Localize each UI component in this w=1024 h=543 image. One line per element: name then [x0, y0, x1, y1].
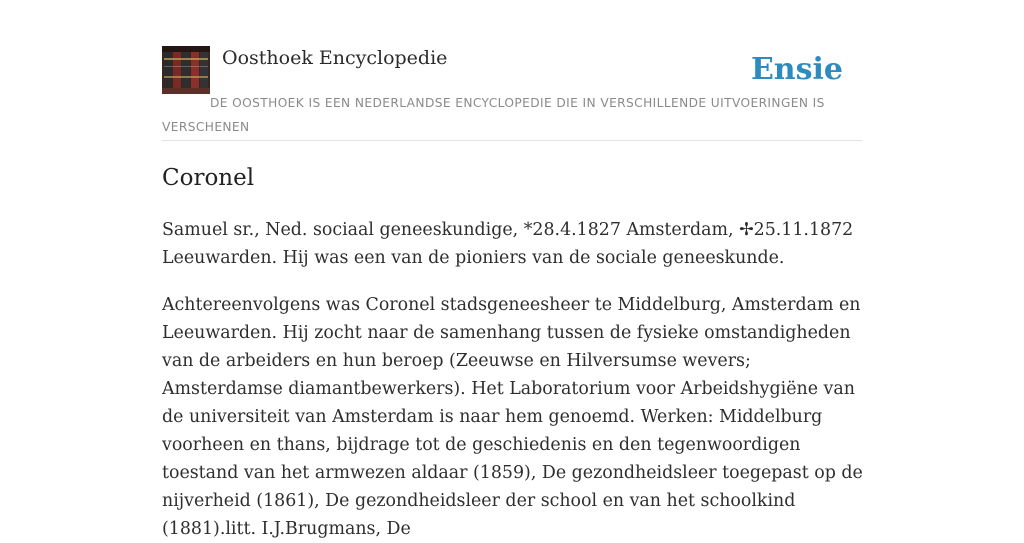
article	[162, 162, 872, 543]
site-tagline: DE OOSTHOEK IS EEN NEDERLANDSE ENCYCLOPEDIE DIE IN VERSCHILLENDE UITVOERINGEN IS VERSCHENEN	[162, 96, 825, 134]
books-image	[162, 46, 210, 94]
article-title: Coronel	[162, 165, 255, 191]
encyclopedia-books-avatar[interactable]	[162, 46, 210, 94]
site-header	[162, 46, 862, 141]
brand-logo-text[interactable]: Ensie	[750, 52, 843, 87]
article-paragraph: Samuel sr., Ned. sociaal geneeskundige, *28.4.1827 Amsterdam, ✢25.11.1872 Leeuwarden. Hij was een van de pioniers van de sociale geneeskunde.	[162, 220, 854, 268]
site-title[interactable]: Oosthoek Encyclopedie	[222, 47, 448, 69]
article-paragraph: Achtereenvolgens was Coronel stadsgeneesheer te Middelburg, Amsterdam en Leeuwarden. Hij zocht naar de samenhang tussen de fysieke omstandigheden van de arbeiders en hun beroep (Zeeuwse en Hilversumse wevers; Amsterdamse diamantbewerkers). Het Laboratorium voor Arbeidshygiëne van de universiteit van Amsterdam is naar hem genoemd. Werken: Middelburg voorheen en thans, bijdrage tot de geschiedenis en den tegenwoordigen toestand van het armwezen aldaar (1859), De gezondheidsleer toegepast op de nijverheid (1861), De gezondheidsleer der school en van het schoolkind (1881).litt. I.J.Brugmans, De	[162, 295, 863, 539]
